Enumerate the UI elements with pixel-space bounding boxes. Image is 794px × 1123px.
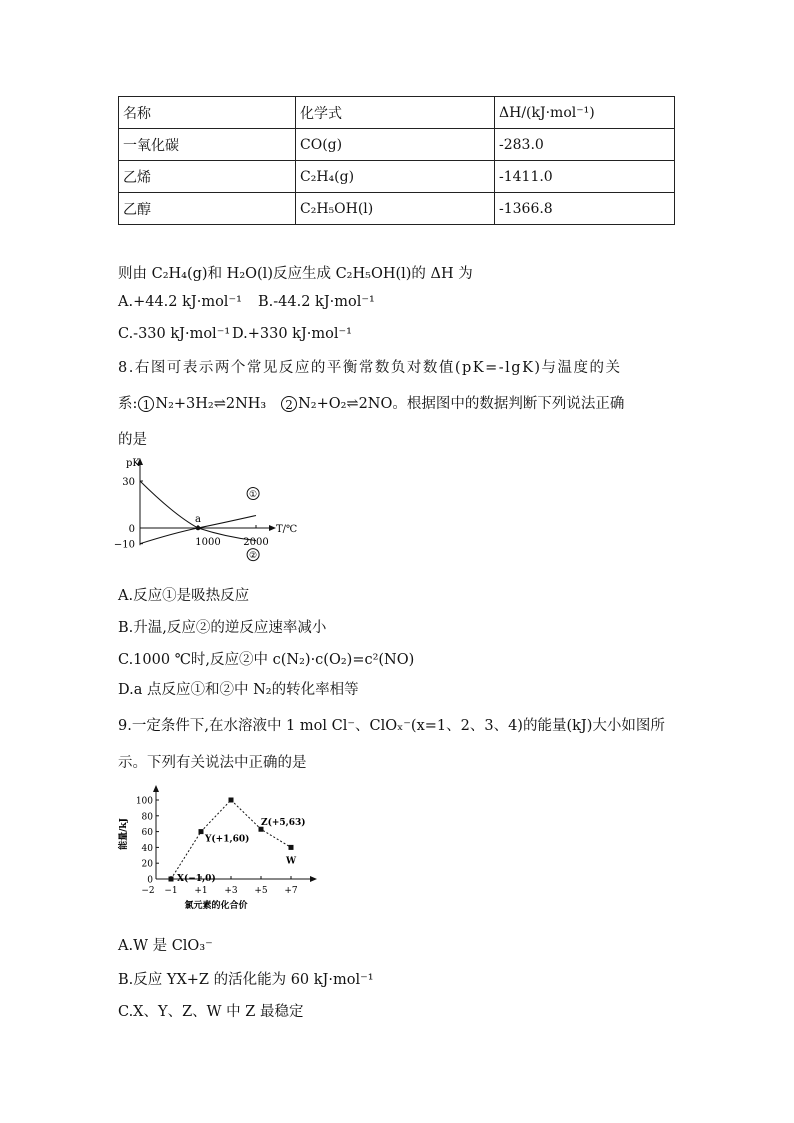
q8-option-a: A.反应①是吸热反应	[118, 588, 250, 604]
y-tick-label: 60	[141, 828, 153, 839]
table-cell: 乙烯	[119, 161, 296, 193]
x-tick-label: 2000	[243, 537, 269, 548]
q8-option-d: D.a 点反应①和②中 N₂的转化率相等	[118, 682, 359, 698]
y-tick-label: 0	[128, 524, 135, 535]
table-cell: C₂H₄(g)	[296, 161, 495, 193]
table-cell: C₂H₅OH(l)	[296, 193, 495, 225]
data-point-label: X(−1,0)	[177, 874, 216, 884]
q9-stem-line2: 示。下列有关说法中正确的是	[118, 755, 307, 771]
x-tick-label: +1	[194, 886, 208, 896]
point-a-label: a	[195, 514, 201, 525]
q7-option-c: C.-330 kJ·mol⁻¹	[118, 326, 231, 342]
table-header: ΔH/(kJ·mol⁻¹)	[495, 97, 675, 129]
data-point	[289, 845, 294, 850]
series-line-2	[140, 481, 256, 541]
x-tick-label: −1	[164, 886, 178, 896]
y-tick-label: 100	[135, 796, 153, 807]
data-point	[169, 877, 174, 882]
q8-stem-line2	[118, 392, 624, 413]
q7-option-d: D.+330 kJ·mol⁻¹	[232, 326, 352, 342]
data-point	[229, 798, 234, 803]
data-point-label: W	[286, 856, 297, 867]
q7-option-b: B.-44.2 kJ·mol⁻¹	[258, 294, 375, 310]
q8-reaction-1: N₂+3H₂⇌2NH₃	[155, 396, 267, 412]
pk-chart-plot	[114, 458, 297, 561]
x-axis-arrow-icon	[269, 525, 276, 531]
y-tick-label: −10	[113, 539, 135, 551]
q7-option-a: A.+44.2 kJ·mol⁻¹	[118, 294, 242, 310]
x-axis-label: 氯元素的化合价	[184, 901, 248, 911]
q8-option-b: B.升温,反应②的逆反应速率减小	[118, 620, 327, 636]
q8-stem-line1: 8.右图可表示两个常见反应的平衡常数负对数值(pK=-lgK)与温度的关	[118, 360, 622, 376]
y-axis-label: pK	[126, 458, 140, 469]
series-1-label: ①	[249, 490, 258, 501]
y-axis-label: 能量/kJ	[119, 818, 129, 850]
data-point	[199, 829, 204, 834]
circled-1-icon: 1	[138, 396, 154, 412]
x-tick-label: −2	[141, 886, 155, 896]
q9-stem-line1: 9.一定条件下,在水溶液中 1 mol Cl⁻、ClOₓ⁻(x=1、2、3、4)的能量(kJ)大小如图所	[118, 718, 665, 734]
thermo-table	[118, 96, 675, 225]
x-tick-label: +3	[224, 886, 238, 896]
data-point-label: Y(+1,60)	[205, 834, 250, 845]
table-cell: -283.0	[495, 129, 675, 161]
x-tick-label: 1000	[195, 537, 221, 548]
pk-temperature-chart	[113, 452, 298, 572]
q8-reaction-2: N₂+O₂⇌2NO。根据图中的数据判断下列说法正确	[298, 396, 625, 412]
y-axis-arrow-icon	[153, 785, 159, 792]
table-header-row	[119, 97, 675, 129]
y-tick-label: 0	[147, 875, 153, 886]
table-cell: 一氧化碳	[119, 129, 296, 161]
point-a	[196, 526, 201, 531]
q8-option-c: C.1000 ℃时,反应②中 c(N₂)·c(O₂)=c²(NO)	[118, 652, 415, 668]
x-axis-label: T/℃	[276, 524, 298, 535]
y-tick-label: 80	[141, 812, 153, 823]
q8-stem-line3: 的是	[118, 432, 147, 448]
q9-option-c: C.X、Y、Z、W 中 Z 最稳定	[118, 1004, 304, 1020]
q9-option-b: B.反应 YX+Z 的活化能为 60 kJ·mol⁻¹	[118, 972, 374, 988]
y-tick-label: 30	[122, 477, 135, 488]
table-header: 名称	[119, 97, 296, 129]
table-header: 化学式	[296, 97, 495, 129]
x-tick-label: +5	[254, 886, 268, 896]
energy-chart-plot	[117, 785, 317, 911]
data-point-label: Z(+5,63)	[261, 818, 306, 829]
table-cell: -1411.0	[495, 161, 675, 193]
x-axis-arrow-icon	[310, 876, 317, 882]
y-tick-label: 40	[141, 843, 153, 854]
x-tick-label: +7	[284, 886, 298, 896]
circled-2-icon: 2	[281, 396, 297, 412]
table-cell: CO(g)	[296, 129, 495, 161]
table-cell: 乙醇	[119, 193, 296, 225]
q8-prefix: 系:	[118, 396, 138, 412]
y-tick-label: 20	[141, 859, 153, 870]
table-row	[119, 193, 675, 225]
series-2-label: ②	[249, 551, 258, 562]
table-row	[119, 161, 675, 193]
q9-option-a: A.W 是 ClO₃⁻	[118, 938, 213, 954]
energy-valence-chart	[118, 776, 328, 911]
q7-stem: 则由 C₂H₄(g)和 H₂O(l)反应生成 C₂H₅OH(l)的 ΔH 为	[118, 266, 473, 282]
table-row	[119, 129, 675, 161]
table-cell: -1366.8	[495, 193, 675, 225]
